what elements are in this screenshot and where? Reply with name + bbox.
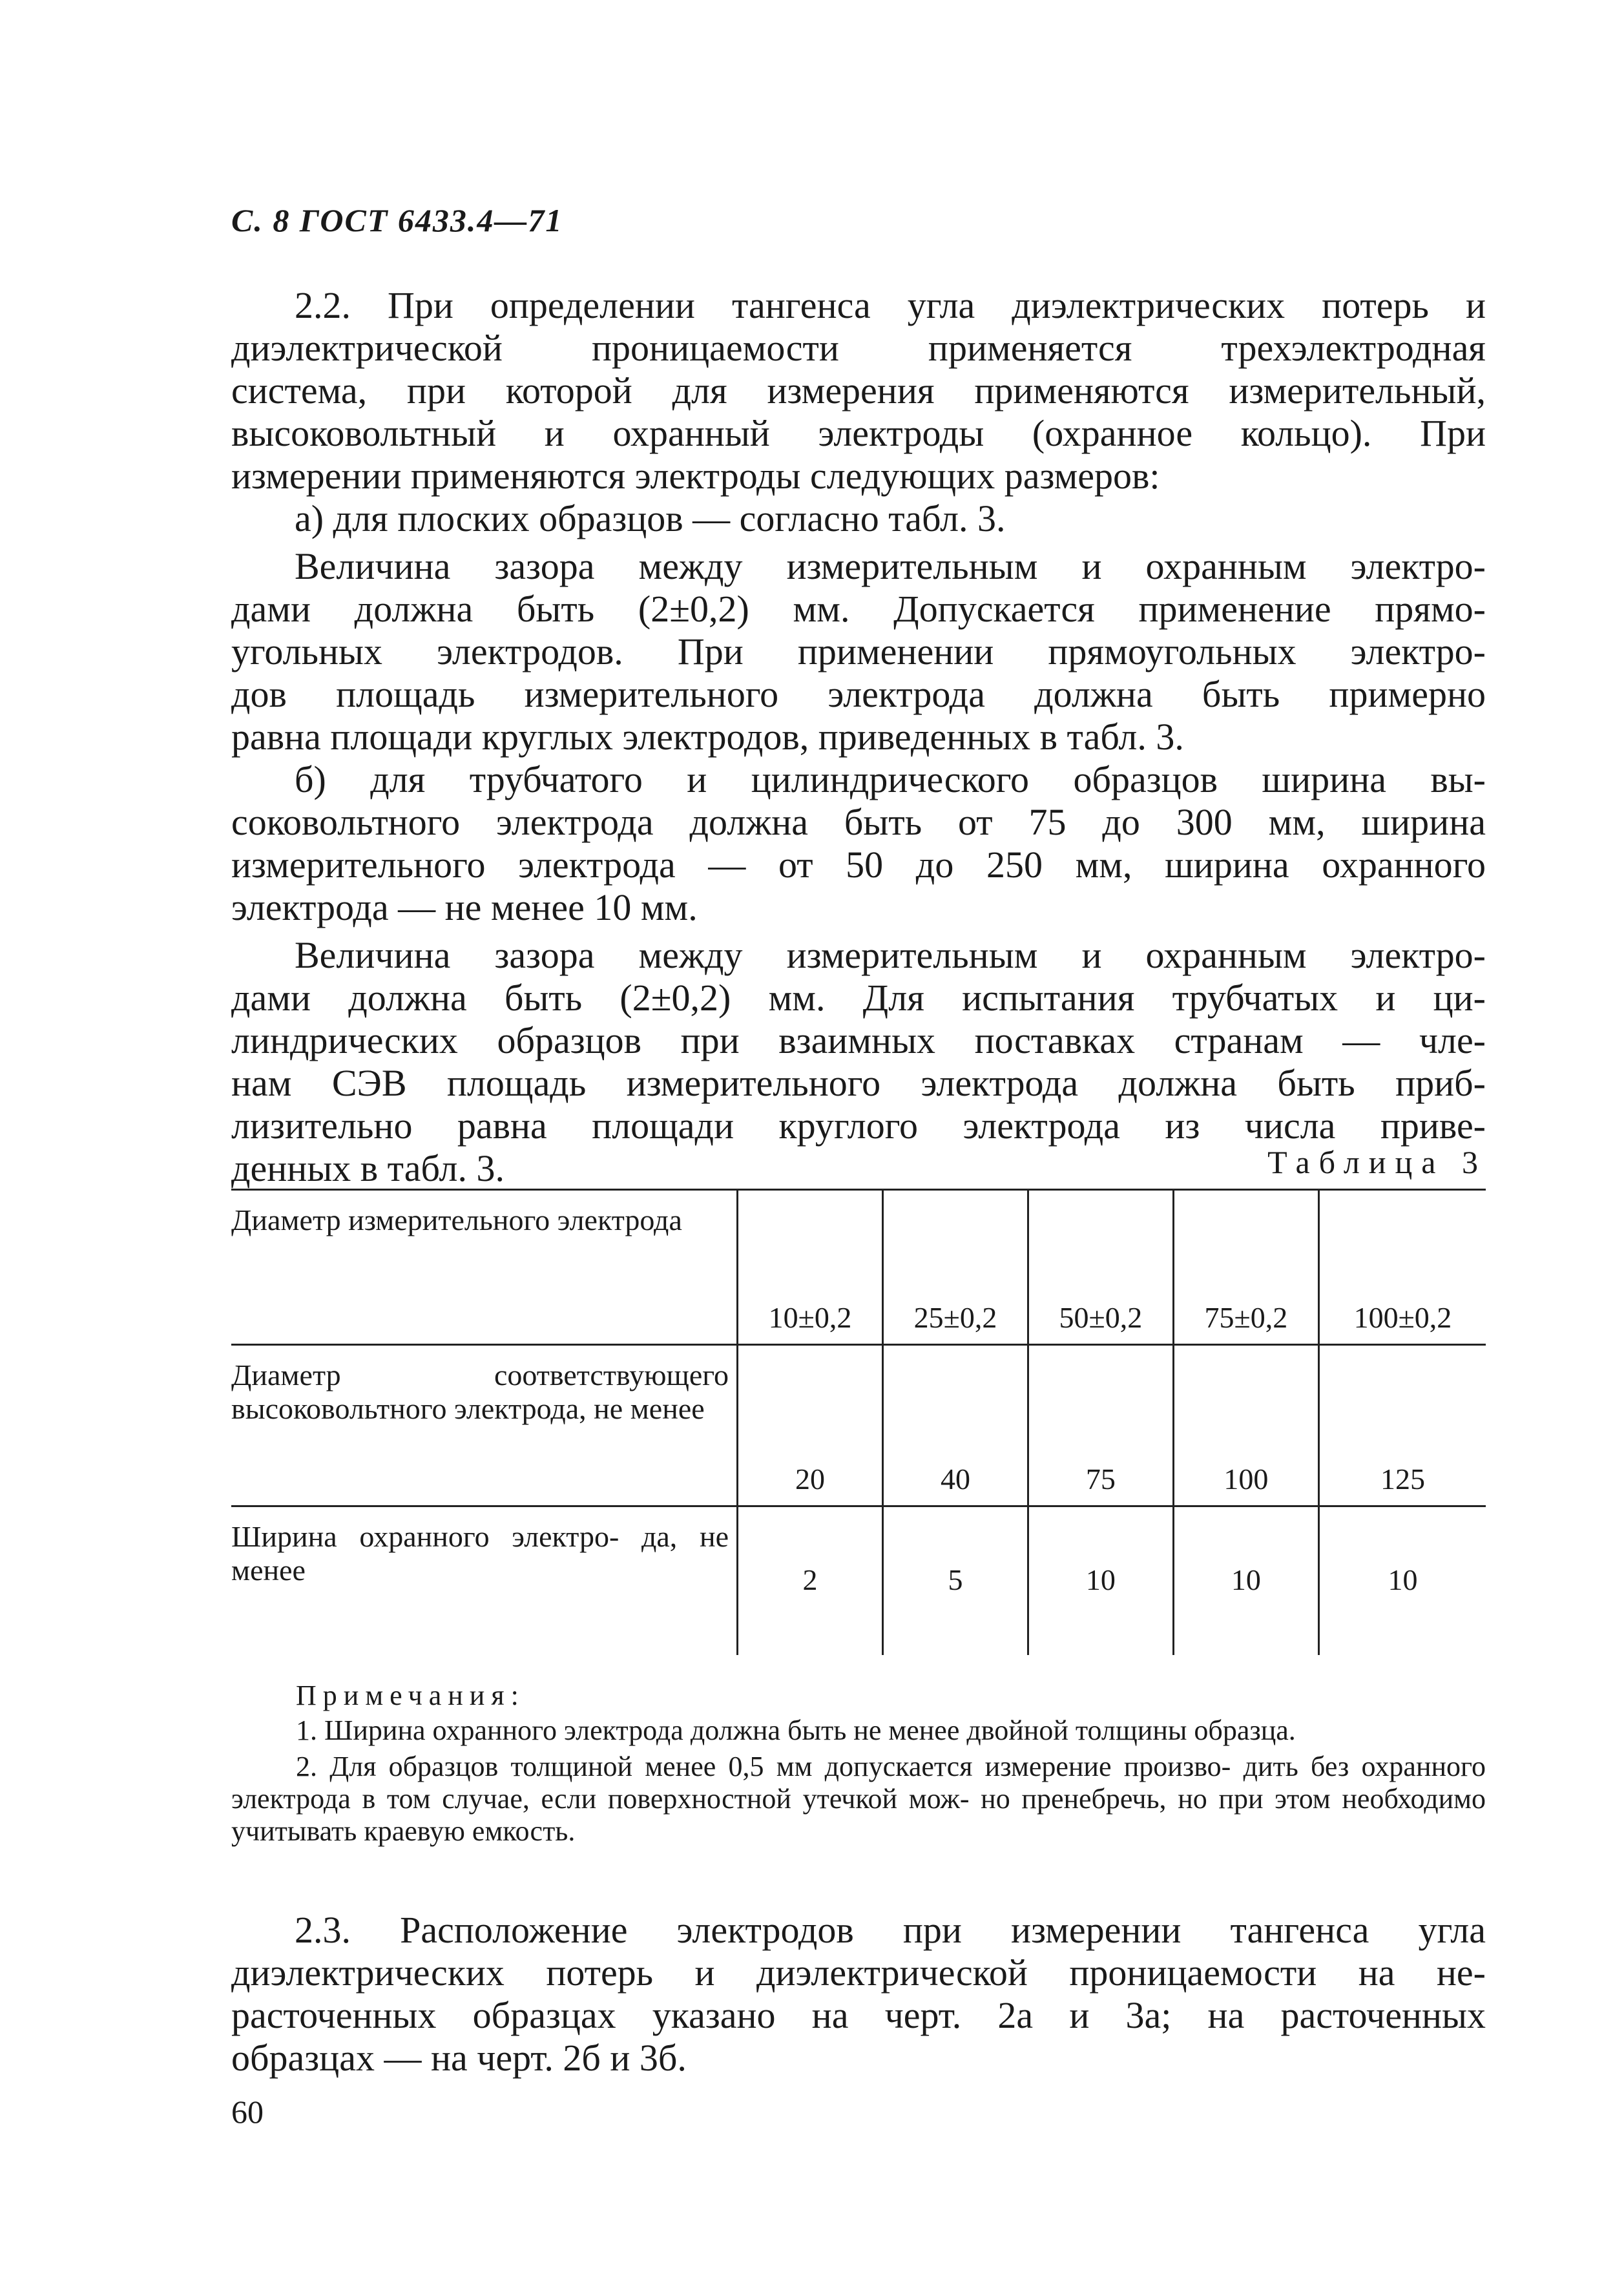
text-line: соковольтного электрода должна быть от 75 до 300 мм, ширина (231, 801, 1486, 843)
section-2-2 (231, 284, 1486, 1190)
note-item: 1. Ширина охранного электрода должна быть не менее двойной толщины образца. (296, 1714, 1296, 1746)
text-line: измерении применяются электроды следующих размеров: (231, 455, 1160, 497)
table-row (231, 1506, 1486, 1655)
notes-title: Примечания: (296, 1680, 525, 1711)
table-cell: 75 (1028, 1345, 1173, 1506)
table-cell: 75±0,2 (1173, 1190, 1318, 1345)
text-line: высоковольтный и охранный электроды (охранное кольцо). При (231, 412, 1486, 454)
text-line: б) для трубчатого и цилиндрического образцов ширина вы- (295, 758, 1486, 800)
table-row-label: Диаметр измерительного электрода (231, 1190, 738, 1345)
table-cell: 25±0,2 (882, 1190, 1028, 1345)
text-line: нам СЭВ площадь измерительного электрода должна быть приб- (231, 1062, 1486, 1104)
page-number: 60 (231, 2094, 264, 2130)
text-line: дами должна быть (2±0,2) мм. Допускается применение прямо- (231, 588, 1486, 630)
text-line: расточенных образцах указано на черт. 2а и 3а; на расточенных (231, 1994, 1486, 2036)
table-cell: 10 (1388, 1563, 1418, 1596)
table-row (231, 1190, 1486, 1345)
table-cell: 5 (882, 1506, 1028, 1655)
table-cell: 10 (1173, 1506, 1318, 1655)
text-line: угольных электродов. При применении прямоугольных электро- (231, 630, 1486, 672)
electrode-table (231, 1189, 1486, 1655)
table-cell: 100±0,2 (1318, 1190, 1486, 1345)
text-line: линдрических образцов при взаимных поставках странам — чле- (231, 1019, 1486, 1061)
text-line: диэлектрической проницаемости применяется трехэлектродная (231, 327, 1486, 369)
table-cell: 100 (1173, 1345, 1318, 1506)
text-line: 2.3. Расположение электродов при измерении тангенса угла (295, 1909, 1486, 1951)
notes-block (231, 1680, 1486, 1851)
text-line: равна площади круглых электродов, приведенных в табл. 3. (231, 716, 1184, 758)
text-line: образцах — на черт. 2б и 3б. (231, 2037, 687, 2079)
text-line: денных в табл. 3. (231, 1147, 505, 1189)
text-line: Величина зазора между измерительным и охранным электро- (295, 545, 1486, 587)
table-cell: 2 (738, 1506, 883, 1655)
section-2-3 (231, 1909, 1486, 2079)
text-line: электрода — не менее 10 мм. (231, 886, 698, 928)
text-line: 2.2. При определении тангенса угла диэлектрических потерь и (295, 284, 1486, 326)
table-cell: 125 (1318, 1345, 1486, 1506)
text-line: система, при которой для измерения применяются измерительный, (231, 370, 1486, 411)
text-line: лизительно равна площади круглого электрода из числа приве- (231, 1105, 1486, 1147)
text-line: дов площадь измерительного электрода должна быть примерно (231, 673, 1486, 715)
text-line: Величина зазора между измерительным и охранным электро- (295, 934, 1486, 976)
table-row-label: Диаметр соответствующего высоковольтного электрода, не менее (231, 1345, 738, 1506)
table-row-label: Ширина охранного электро- да, не менее (231, 1506, 738, 1655)
item-a: а) для плоских образцов — согласно табл. 3. (295, 497, 1006, 539)
table-cell: 40 (882, 1345, 1028, 1506)
table-row (231, 1345, 1486, 1506)
table-cell: 50±0,2 (1028, 1190, 1173, 1345)
table-cell: 10 (1028, 1506, 1173, 1655)
table-cell: 10±0,2 (738, 1190, 883, 1345)
text-line: измерительного электрода — от 50 до 250 мм, ширина охранного (231, 844, 1486, 886)
table-caption: Таблица 3 (1267, 1144, 1487, 1180)
text-line: дами должна быть (2±0,2) мм. Для испытания трубчатых и ци- (231, 977, 1486, 1019)
table-cell: 20 (738, 1345, 883, 1506)
note-item: 2. Для образцов толщиной менее 0,5 мм допускается измерение произво- дить без охранного электрода в том случае, если поверхностной утечкой мож- но пренебречь, но при этом необходимо учитывать краевую емкость. (231, 1751, 1486, 1847)
document-header: С. 8 ГОСТ 6433.4—71 (231, 202, 563, 238)
text-line: диэлектрических потерь и диэлектрической проницаемости на не- (231, 1952, 1486, 1994)
